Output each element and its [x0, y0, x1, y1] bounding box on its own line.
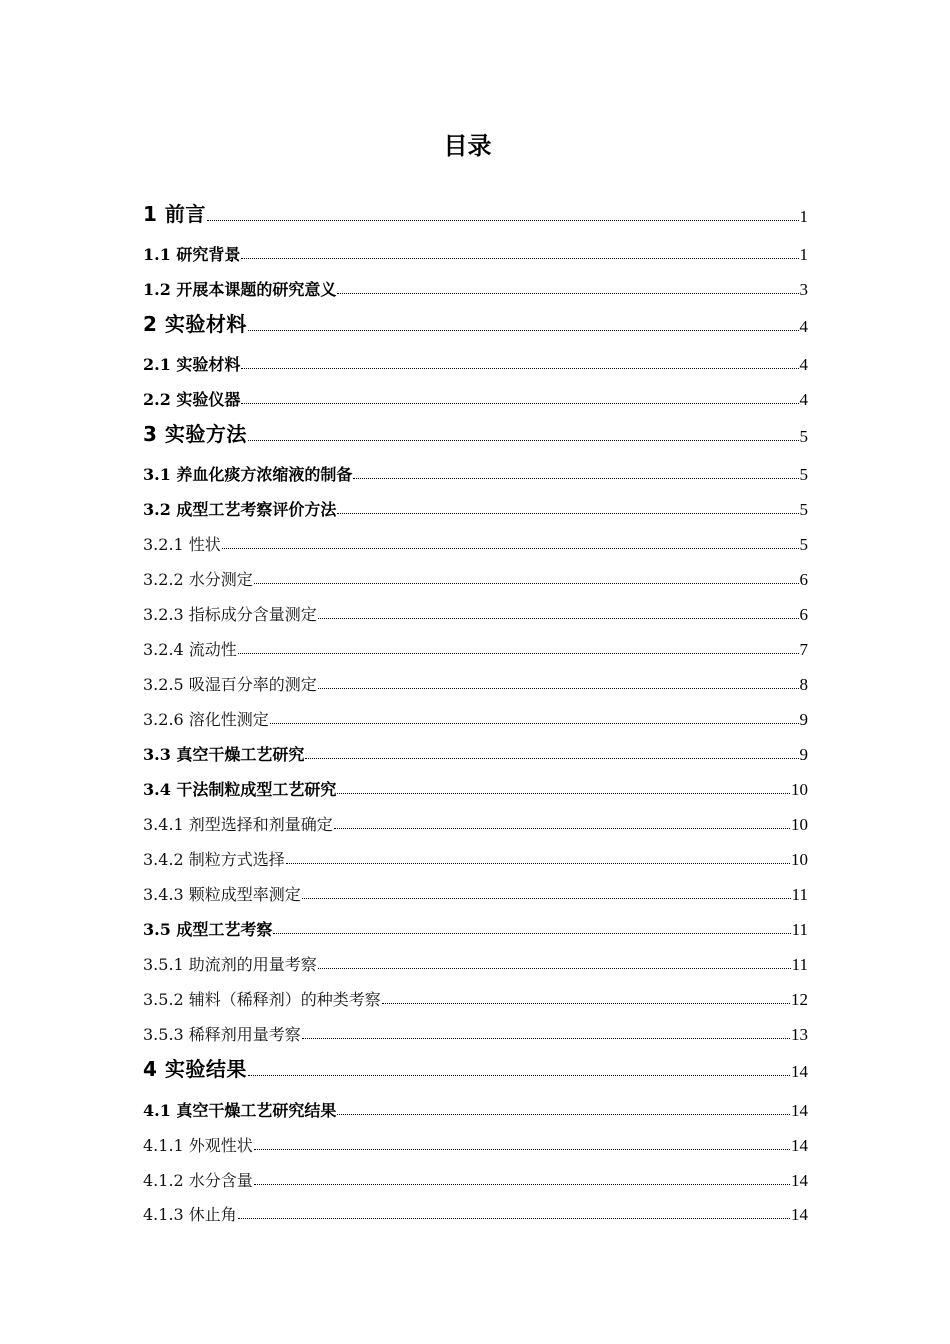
- toc-entry-label: 1 前言: [143, 202, 206, 226]
- toc-entry-label: 2.1 实验材料: [143, 355, 241, 374]
- toc-entry[interactable]: [143, 1199, 808, 1225]
- toc-page-number: 10: [791, 815, 808, 834]
- toc-entry[interactable]: [143, 274, 808, 300]
- toc-entry-label: 4.1.1 外观性状: [143, 1136, 253, 1155]
- toc-entry-label: 4 实验结果: [143, 1057, 247, 1081]
- toc-entry[interactable]: [143, 844, 808, 870]
- toc-dot-leader: [273, 932, 790, 934]
- toc-entry[interactable]: [143, 949, 808, 975]
- toc-page-number: 4: [799, 317, 808, 336]
- toc-entry-label: 4.1.2 水分含量: [143, 1171, 253, 1190]
- toc-dot-leader: [337, 292, 798, 294]
- toc-dot-leader: [318, 687, 799, 689]
- toc-entry[interactable]: [143, 421, 808, 447]
- toc-dot-leader: [222, 547, 799, 549]
- toc-page-number: 8: [799, 675, 808, 694]
- toc-entry[interactable]: [143, 599, 808, 625]
- toc-entry-label: 3.2.4 流动性: [143, 640, 237, 659]
- toc-page-number: 14: [791, 1101, 808, 1120]
- toc-dot-leader: [337, 792, 790, 794]
- toc-entry-label: 3.5.2 辅料（稀释剂）的种类考察: [143, 990, 381, 1009]
- toc-entry[interactable]: [143, 669, 808, 695]
- toc-dot-leader: [254, 582, 799, 584]
- toc-entry-label: 3.5.3 稀释剂用量考察: [143, 1025, 301, 1044]
- toc-entry-label: 3.4.1 剂型选择和剂量确定: [143, 815, 333, 834]
- toc-dot-leader: [241, 367, 798, 369]
- toc-entry-label: 3.1 养血化痰方浓缩液的制备: [143, 465, 353, 484]
- toc-entry[interactable]: [143, 529, 808, 555]
- toc-entry-label: 3.2.5 吸湿百分率的测定: [143, 675, 317, 694]
- toc-entry[interactable]: [143, 914, 808, 940]
- toc-page-number: 11: [791, 920, 808, 939]
- toc-dot-leader: [270, 722, 799, 724]
- toc-dot-leader: [302, 897, 791, 899]
- toc-page-number: 11: [791, 885, 808, 904]
- toc-page-number: 14: [791, 1171, 808, 1190]
- toc-entry-label: 3.5.1 助流剂的用量考察: [143, 955, 317, 974]
- toc-entry[interactable]: [143, 459, 808, 485]
- toc-page-number: 4: [799, 390, 808, 409]
- toc-entry[interactable]: [143, 879, 808, 905]
- toc-entry[interactable]: [143, 634, 808, 660]
- toc-dot-leader: [318, 617, 799, 619]
- toc-entry-label: 3.4.3 颗粒成型率测定: [143, 885, 301, 904]
- toc-entry[interactable]: [143, 201, 808, 227]
- toc-entry-label: 3.5 成型工艺考察: [143, 920, 273, 939]
- toc-page-number: 4: [799, 355, 808, 374]
- toc-entry-label: 3.2.2 水分测定: [143, 570, 253, 589]
- toc-page-number: 7: [799, 640, 808, 659]
- toc-entry[interactable]: [143, 1095, 808, 1121]
- toc-dot-leader: [238, 1217, 790, 1219]
- toc-page-number: 1: [799, 245, 808, 264]
- toc-page-number: 3: [799, 280, 808, 299]
- toc-page-number: 5: [799, 500, 808, 519]
- toc-entry-label: 3.3 真空干燥工艺研究: [143, 745, 305, 764]
- toc-entry[interactable]: [143, 1019, 808, 1045]
- toc-entry[interactable]: [143, 564, 808, 590]
- toc-entry-label: 4.1.3 休止角: [143, 1205, 237, 1224]
- toc-entry[interactable]: [143, 1056, 808, 1082]
- toc-page-number: 10: [791, 850, 808, 869]
- toc-page-number: 12: [791, 990, 808, 1009]
- toc-entry[interactable]: [143, 1165, 808, 1191]
- toc-entry[interactable]: [143, 239, 808, 265]
- toc-dot-leader: [302, 1037, 790, 1039]
- toc-page-number: 1: [799, 207, 808, 226]
- toc-dot-leader: [241, 402, 798, 404]
- toc-entry-label: 4.1 真空干燥工艺研究结果: [143, 1101, 337, 1120]
- toc-entry-label: 2.2 实验仪器: [143, 390, 241, 409]
- toc-entry[interactable]: [143, 984, 808, 1010]
- toc-entry[interactable]: [143, 311, 808, 337]
- toc-page-number: 11: [791, 955, 808, 974]
- toc-entry-label: 3.4.2 制粒方式选择: [143, 850, 285, 869]
- toc-page-number: 5: [799, 465, 808, 484]
- toc-entry[interactable]: [143, 739, 808, 765]
- toc-entry-label: 1.2 开展本课题的研究意义: [143, 280, 337, 299]
- toc-dot-leader: [353, 477, 798, 479]
- toc-dot-leader: [238, 652, 799, 654]
- toc-entry-label: 3.4 干法制粒成型工艺研究: [143, 780, 337, 799]
- toc-entry-label: 3.2.1 性状: [143, 535, 221, 554]
- toc-dot-leader: [286, 862, 790, 864]
- toc-dot-leader: [248, 329, 799, 331]
- toc-dot-leader: [241, 257, 798, 259]
- toc-entry-label: 1.1 研究背景: [143, 245, 241, 264]
- toc-page-number: 14: [791, 1062, 808, 1081]
- toc-page-number: 6: [799, 605, 808, 624]
- toc-entry[interactable]: [143, 494, 808, 520]
- toc-dot-leader: [337, 512, 798, 514]
- toc-entry-label: 3.2.3 指标成分含量测定: [143, 605, 317, 624]
- toc-entry[interactable]: [143, 774, 808, 800]
- toc-entry-label: 3.2 成型工艺考察评价方法: [143, 500, 337, 519]
- toc-page-number: 9: [799, 710, 808, 729]
- toc-page-number: 14: [791, 1205, 808, 1224]
- toc-dot-leader: [254, 1148, 790, 1150]
- toc-page-number: 14: [791, 1136, 808, 1155]
- toc-entry-label: 3.2.6 溶化性测定: [143, 710, 269, 729]
- toc-entry[interactable]: [143, 809, 808, 835]
- toc-dot-leader: [254, 1183, 790, 1185]
- toc-dot-leader: [248, 1074, 790, 1076]
- toc-page-number: 13: [791, 1025, 808, 1044]
- toc-page-number: 6: [799, 570, 808, 589]
- toc-entry[interactable]: [143, 349, 808, 375]
- toc-entry-label: 2 实验材料: [143, 312, 247, 336]
- toc-page-number: 5: [799, 535, 808, 554]
- toc-page-number: 5: [799, 427, 808, 446]
- toc-dot-leader: [305, 757, 798, 759]
- toc-dot-leader: [382, 1002, 790, 1004]
- toc-entry[interactable]: [143, 1130, 808, 1156]
- toc-dot-leader: [318, 967, 791, 969]
- toc-dot-leader: [207, 219, 799, 221]
- toc-dot-leader: [334, 827, 790, 829]
- toc-dot-leader: [337, 1113, 790, 1115]
- toc-page-number: 10: [791, 780, 808, 799]
- toc-dot-leader: [248, 439, 799, 441]
- toc-title: 目录: [443, 132, 492, 160]
- toc-entry-label: 3 实验方法: [143, 422, 247, 446]
- toc-entry[interactable]: [143, 384, 808, 410]
- toc-entry[interactable]: [143, 704, 808, 730]
- toc-page-number: 9: [799, 745, 808, 764]
